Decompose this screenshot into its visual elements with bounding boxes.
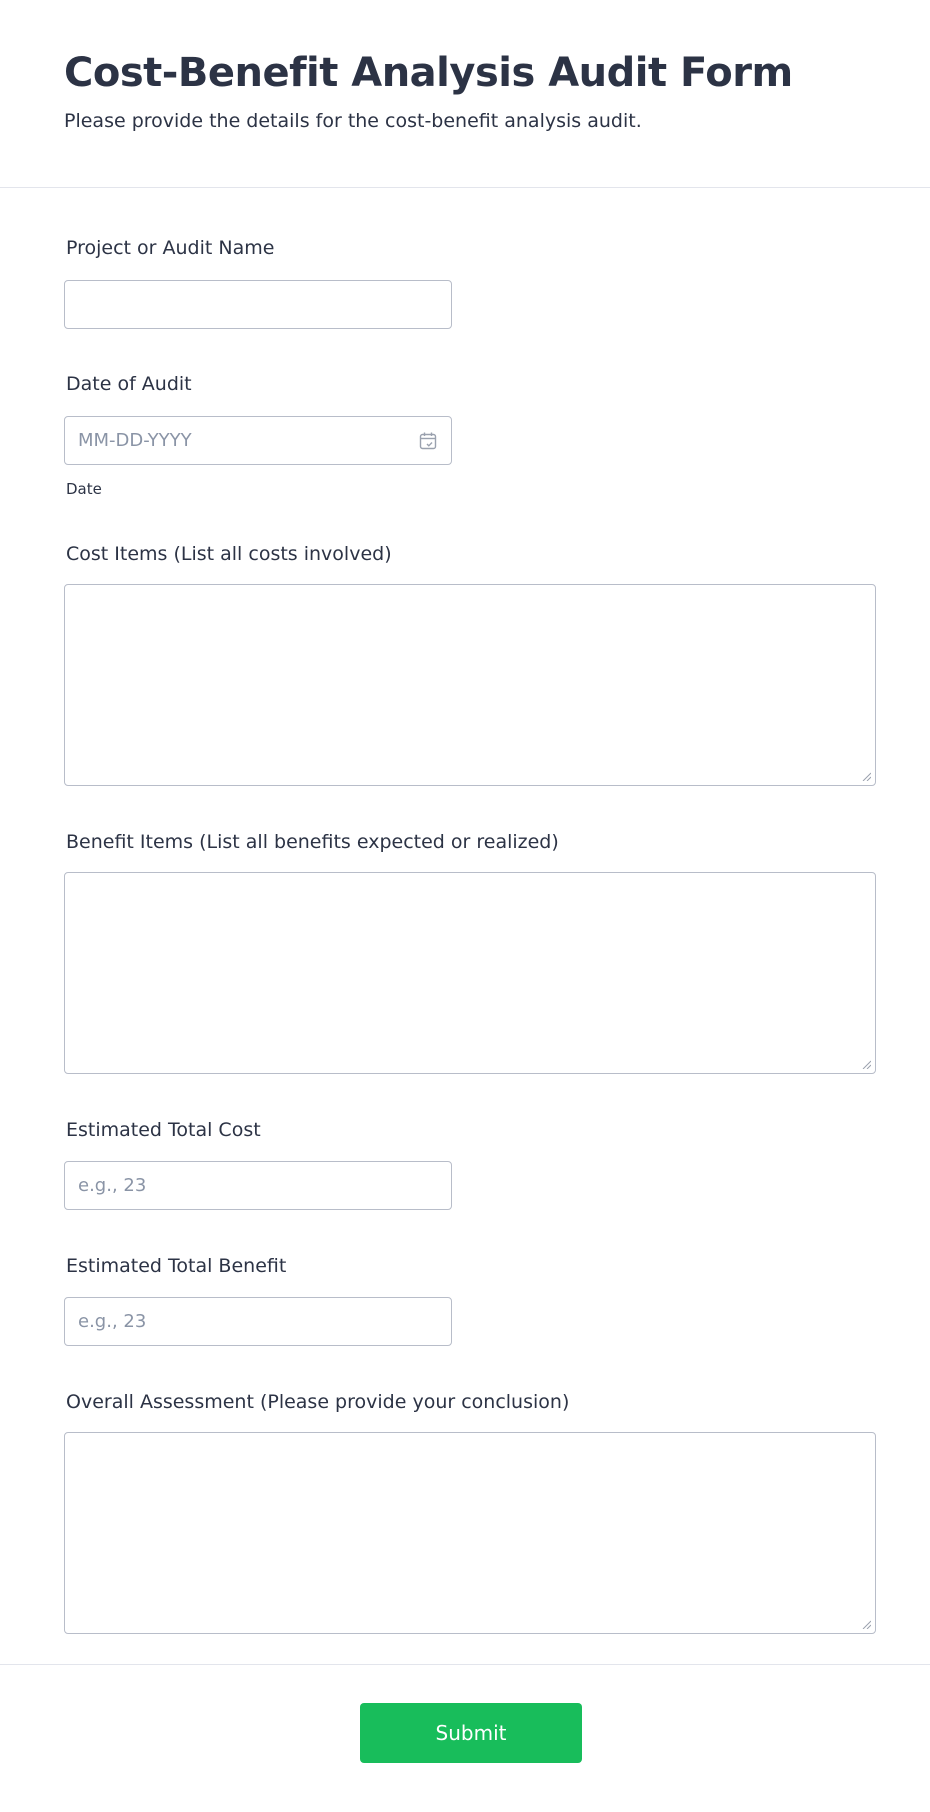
project-name-input[interactable] [64, 280, 452, 329]
resize-handle-icon[interactable] [861, 1059, 871, 1069]
submit-button[interactable]: Submit [360, 1703, 582, 1763]
resize-handle-icon[interactable] [861, 771, 871, 781]
form-subtitle: Please provide the details for the cost-benefit analysis audit. [64, 110, 642, 132]
total-cost-placeholder: e.g., 23 [78, 1175, 147, 1196]
cost-items-label: Cost Items (List all costs involved) [66, 543, 392, 565]
form-header [0, 0, 930, 188]
form-title: Cost-Benefit Analysis Audit Form [64, 50, 793, 96]
total-cost-input[interactable] [64, 1161, 452, 1210]
audit-date-label: Date of Audit [66, 373, 192, 395]
total-benefit-placeholder: e.g., 23 [78, 1311, 147, 1332]
audit-date-placeholder: MM-DD-YYYY [78, 430, 192, 451]
total-benefit-input[interactable] [64, 1297, 452, 1346]
cost-items-textarea[interactable] [64, 584, 876, 786]
calendar-icon[interactable] [418, 431, 438, 451]
project-name-label: Project or Audit Name [66, 237, 275, 259]
total-cost-label: Estimated Total Cost [66, 1119, 261, 1141]
assessment-label: Overall Assessment (Please provide your conclusion) [66, 1391, 570, 1413]
assessment-textarea[interactable] [64, 1432, 876, 1634]
resize-handle-icon[interactable] [861, 1619, 871, 1629]
benefit-items-textarea[interactable] [64, 872, 876, 1074]
form-footer [0, 1664, 930, 1812]
audit-date-input[interactable] [64, 416, 452, 465]
total-benefit-label: Estimated Total Benefit [66, 1255, 287, 1277]
audit-date-sublabel: Date [66, 480, 102, 498]
benefit-items-label: Benefit Items (List all benefits expected or realized) [66, 831, 559, 853]
